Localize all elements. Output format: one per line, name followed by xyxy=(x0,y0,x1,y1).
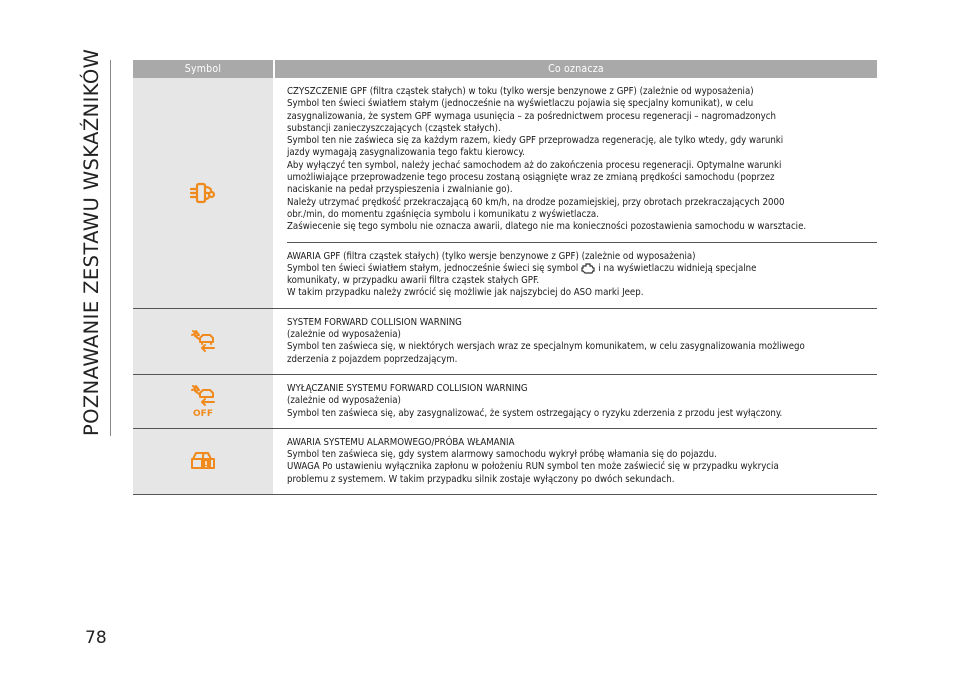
symbol-cell xyxy=(133,428,273,494)
gpf-filter-icon xyxy=(190,182,216,204)
page-number: 78 xyxy=(85,628,107,648)
alarm-tamper-icon xyxy=(190,449,216,473)
symbol-cell xyxy=(133,308,273,374)
forward-collision-off-icon xyxy=(190,385,216,417)
gpf-failure-text: AWARIA GPF (filtra cząstek stałych) (tylko wersje benzynowe z GPF) (zależnie od wyposażenia) Symbol ten świeci światłem stałym, jednocześnie świeci się symbol i na wyświetlaczu widnieją specjalne komunikaty, w przypadku awarii filtra cząstek stałych GPF. W takim przypadku należy zwrócić się możliwie jak najszybciej do ASO marki Jeep. xyxy=(287,250,757,299)
description-cell xyxy=(275,308,877,374)
section-title: POZNAWANIE ZESTAWU WSKAŹNIKÓW xyxy=(80,48,103,436)
table-row-alarm xyxy=(133,428,877,494)
table-row-gpf xyxy=(133,78,877,308)
symbol-cell xyxy=(133,374,273,428)
symbol-column-header: Symbol xyxy=(133,60,273,78)
alarm-text: AWARIA SYSTEMU ALARMOWEGO/PRÓBA WŁAMANIA Symbol ten zaświeca się, gdy system alarmowy samochodu wykrył próbę włamania się do pojazdu. UWAGA Po ustawieniu wyłącznika zapłonu w położeniu RUN symbol ten może zaświecić się w przypadku wykrycia problemu z systemem. W takim przypadku silnik zostaje wyłączony po dwóch sekundach. xyxy=(287,436,779,485)
description-cell xyxy=(275,374,877,428)
forward-collision-warning-icon xyxy=(190,329,216,353)
table-row-fcw xyxy=(133,308,877,374)
description-cell xyxy=(275,428,877,494)
meaning-column-header: Co oznacza xyxy=(275,60,877,78)
section-title-rule xyxy=(110,60,111,436)
symbol-cell xyxy=(133,78,273,308)
engine-check-icon xyxy=(581,263,595,274)
gpf-cleaning-text: CZYSZCZENIE GPF (filtra cząstek stałych) w toku (tylko wersje benzynowe z GPF) (zależnie od wyposażenia) Symbol ten świeci światłem stałym (jednocześnie na wyświetlaczu pojawia się specjalny komunikat), w celu zasygnalizowania, że system GPF wymaga usunięcia – za pośrednictwem procesu regeneracji – nagromadzonych substancji zanieczyszczających (cząstek stałych). Symbol ten nie zaświeca się za każdym razem, kiedy GPF przeprowadza regenerację, ale tylko wtedy, gdy warunki jazdy wymagają zasygnalizowania tego faktu kierowcy. Aby wyłączyć ten symbol, należy jechać samochodem aż do zakończenia procesu regeneracji. Optymalne warunki umożliwiające przeprowadzenie tego procesu zostaną osiągnięte wraz ze zmianą prędkości samochodu (poprzez naciskanie na pedał przyspieszenia i zwalnianie go). Należy utrzymać prędkość przekraczającą 60 km/h, na drodze pozamiejskiej, przy obrotach przekraczających 2000 obr./min, do momentu zgaśnięcia symbolu i komunikatu z wyświetlacza. Zaświecenie się tego symbolu nie oznacza awarii, dlatego nie ma konieczności pozostawienia samochodu w warsztacie. xyxy=(287,78,877,243)
table-row-fcw-off xyxy=(133,374,877,428)
description-cell xyxy=(275,78,877,308)
fcw-off-text: WYŁĄCZANIE SYSTEMU FORWARD COLLISION WARNING (zależnie od wyposażenia) Symbol ten zaświeca się, aby zasygnalizować, że system ostrzegający o ryzyku zderzenia z przodu jest wyłączony. xyxy=(287,382,783,419)
fcw-text: SYSTEM FORWARD COLLISION WARNING (zależnie od wyposażenia) Symbol ten zaświeca się, w niektórych wersjach wraz ze specjalnym komunikatem, w celu zasygnalizowania możliwego zderzenia z pojazdem poprzedzającym. xyxy=(287,316,805,365)
indicator-table xyxy=(133,60,877,495)
svg-text:OFF: OFF xyxy=(193,409,213,418)
